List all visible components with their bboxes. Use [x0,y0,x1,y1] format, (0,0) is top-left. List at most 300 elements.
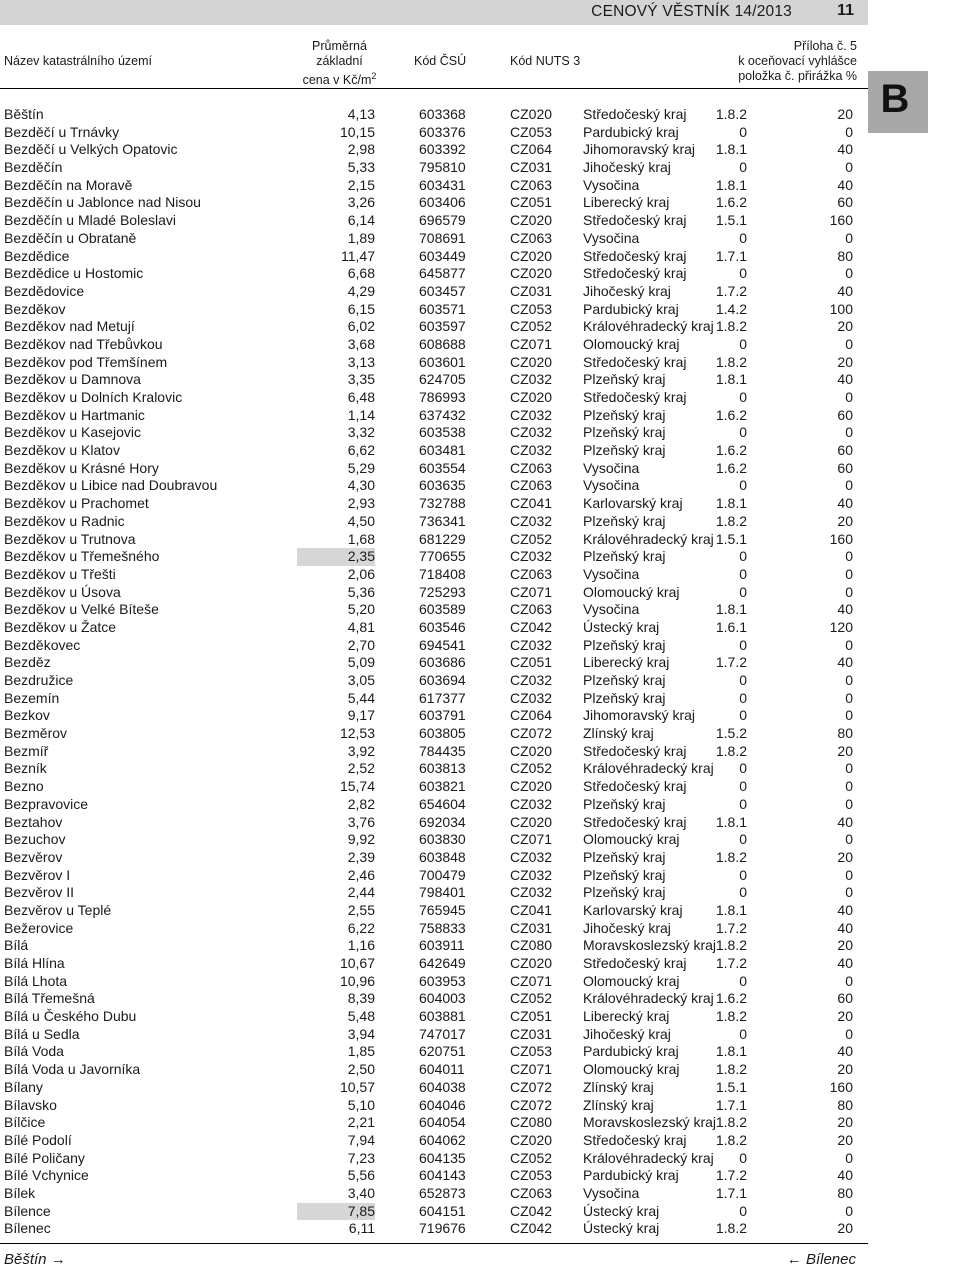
table-row [0,460,860,478]
cell-surcharge: 40 [837,654,853,671]
cell-csu-code: 700479 [419,866,466,883]
cell-csu-code: 604135 [419,1149,466,1166]
cell-region: Pardubický kraj [583,123,679,140]
table-row [0,283,860,301]
cell-item: 1.8.2 [715,1220,747,1237]
cell-name: Bezvěrov II [4,884,75,901]
cell-region: Plzeňský kraj [583,689,666,706]
cell-nuts-code: CZ071 [510,831,553,848]
cell-surcharge: 0 [845,265,853,282]
cell-region: Královéhradecký kraj [583,760,714,777]
arrow-right-icon: → [50,1251,66,1268]
cell-region: Plzeňský kraj [583,636,666,653]
cell-region: Jihočeský kraj [583,1025,671,1042]
cell-nuts-code: CZ032 [510,442,553,459]
table-row [0,177,860,195]
section-letter: B [880,77,910,121]
cell-region: Zlínský kraj [583,1096,654,1113]
cell-name: Bezuchov [4,831,66,848]
cell-price: 6,22 [347,919,375,936]
cell-item: 0 [739,583,747,600]
cell-name: Bezdědovice [4,282,85,299]
cell-price: 5,33 [347,159,375,176]
cell-csu-code: 795810 [419,159,466,176]
cell-name: Bezvěrov I [4,866,71,883]
cell-region: Pardubický kraj [583,300,679,317]
cell-name: Bílence [4,1202,51,1219]
table-row [0,849,860,867]
cell-region: Liberecký kraj [583,1008,670,1025]
cell-csu-code: 620751 [419,1043,466,1060]
cell-csu-code: 603571 [419,300,466,317]
cell-csu-code: 603597 [419,318,466,335]
cell-nuts-code: CZ020 [510,106,553,122]
cell-surcharge: 0 [845,1202,853,1219]
cell-nuts-code: CZ052 [510,530,553,547]
cell-item: 1.6.2 [715,459,747,476]
table-row [0,371,860,389]
cell-surcharge: 0 [845,229,853,246]
table-row [0,1079,860,1097]
cell-name: Bezděkov u Třešti [4,565,116,582]
cell-item: 0 [739,123,747,140]
cell-region: Plzeňský kraj [583,672,666,688]
cell-region: Středočeský kraj [583,813,687,830]
table-row [0,654,860,672]
cell-item: 1.6.2 [715,990,747,1007]
cell-name: Bílé Poličany [4,1149,85,1166]
cell-item: 0 [739,565,747,582]
cell-nuts-code: CZ020 [510,353,553,370]
cell-price: 10,67 [339,955,375,971]
cell-item: 0 [739,265,747,282]
cell-name: Bezděkov u Hartmanic [4,406,145,423]
cell-nuts-code: CZ032 [510,371,553,388]
cell-region: Plzeňský kraj [583,866,666,883]
cell-surcharge: 40 [837,176,853,193]
cell-nuts-code: CZ071 [510,972,553,989]
cell-region: Pardubický kraj [583,1167,679,1184]
cell-name: Beztahov [4,813,63,830]
cell-surcharge: 120 [829,618,853,635]
annex-line1: Příloha č. 5 [793,39,857,53]
cell-nuts-code: CZ032 [510,512,553,529]
cell-region: Karlovarský kraj [583,901,683,918]
cell-csu-code: 604143 [419,1167,466,1184]
cell-region: Olomoucký kraj [583,972,680,989]
cell-price: 3,13 [347,353,375,370]
cell-name: Bezděkov u Krásné Hory [4,459,159,476]
header-divider [0,88,868,89]
cell-surcharge: 0 [845,795,853,812]
cell-nuts-code: CZ052 [510,760,553,777]
cell-csu-code: 798401 [419,884,466,901]
cell-region: Středočeský kraj [583,212,687,229]
cell-region: Královéhradecký kraj [583,990,714,1007]
cell-surcharge: 80 [837,1184,853,1201]
table-row [0,230,860,248]
table-row [0,477,860,495]
cell-name: Bílčice [4,1114,46,1131]
cell-name: Bezpravovice [4,795,89,812]
cell-item: 1.5.1 [715,530,747,547]
column-header-name: Název katastrálního území [4,54,152,68]
cell-item: 0 [739,672,747,688]
table-row [0,1203,860,1221]
cell-price: 7,85 [297,1203,375,1221]
cell-name: Bílavsko [4,1096,57,1113]
cell-region: Středočeský kraj [583,265,687,282]
cell-region: Vysočina [583,601,640,618]
column-header-price-line2: základní [316,54,363,68]
cell-region: Pardubický kraj [583,1043,679,1060]
table-row [0,548,860,566]
column-header-price-line1: Průměrná [312,39,367,53]
cell-item: 0 [739,707,747,724]
cell-csu-code: 604054 [419,1114,466,1131]
cell-name: Bílá u Sedla [4,1025,80,1042]
cell-csu-code: 718408 [419,565,466,582]
table-row [0,389,860,407]
table-row [0,1061,860,1079]
cell-item: 1.8.2 [715,318,747,335]
cell-region: Středočeský kraj [583,742,687,759]
cell-csu-code: 604046 [419,1096,466,1113]
table-row [0,212,860,230]
cell-surcharge: 20 [837,512,853,529]
cell-surcharge: 100 [829,300,853,317]
cell-nuts-code: CZ053 [510,300,553,317]
cell-surcharge: 20 [837,1131,853,1148]
cell-nuts-code: CZ032 [510,795,553,812]
cell-item: 1.5.1 [715,1078,747,1095]
cell-price: 10,96 [339,972,375,989]
cell-csu-code: 624705 [419,371,466,388]
cell-item: 1.6.2 [715,194,747,211]
cell-price: 5,10 [347,1096,375,1113]
cell-region: Moravskoslezský kraj [583,1114,717,1131]
cell-surcharge: 0 [845,707,853,724]
cell-nuts-code: CZ020 [510,813,553,830]
cell-region: Středočeský kraj [583,1131,687,1148]
cell-nuts-code: CZ032 [510,406,553,423]
cell-surcharge: 60 [837,194,853,211]
cell-price: 4,29 [347,282,375,299]
cell-name: Bežerovice [4,919,74,936]
cell-csu-code: 603694 [419,672,466,688]
cell-name: Bezděčí u Velkých Opatovic [4,141,178,158]
cell-nuts-code: CZ063 [510,1184,553,1201]
cell-region: Plzeňský kraj [583,424,666,441]
cell-csu-code: 617377 [419,689,466,706]
cell-name: Bezděčí u Trnávky [4,123,120,140]
table-row [0,814,860,832]
cell-region: Ústecký kraj [583,1202,660,1219]
cell-name: Bezděčín u Obrataně [4,229,137,246]
cell-price: 6,02 [347,318,375,335]
cell-item: 1.7.1 [715,1184,747,1201]
table-row [0,265,860,283]
cell-item: 0 [739,689,747,706]
annex-line3: položka č. přirážka % [738,69,857,83]
cell-name: Bílé Vchynice [4,1167,89,1184]
cell-item: 0 [739,636,747,653]
cell-csu-code: 692034 [419,813,466,830]
cell-name: Bezvěrov u Teplé [4,901,112,918]
cell-region: Středočeský kraj [583,955,687,971]
cell-name: Bílá Hlína [4,955,65,971]
cell-surcharge: 80 [837,1096,853,1113]
cell-price: 15,74 [339,778,375,795]
cell-surcharge: 0 [845,335,853,352]
cell-csu-code: 603392 [419,141,466,158]
table-row [0,1185,860,1203]
cell-item: 1.6.1 [715,618,747,635]
table-row [0,1220,860,1238]
cell-price: 6,15 [347,300,375,317]
cell-csu-code: 603368 [419,106,466,122]
cell-price: 9,17 [347,707,375,724]
cell-surcharge: 40 [837,601,853,618]
cell-nuts-code: CZ020 [510,742,553,759]
annex-line2: k oceňovací vyhlášce [738,54,857,68]
cell-nuts-code: CZ053 [510,123,553,140]
table-row [0,1097,860,1115]
cell-item: 0 [739,831,747,848]
cell-csu-code: 603376 [419,123,466,140]
table-row [0,513,860,531]
cell-csu-code: 784435 [419,742,466,759]
cell-csu-code: 603686 [419,654,466,671]
cell-nuts-code: CZ063 [510,601,553,618]
column-header-price-unit: cena v Kč/m [302,73,372,88]
cell-price: 8,39 [347,990,375,1007]
column-header-csu: Kód ČSÚ [414,54,467,68]
cell-price: 3,92 [347,742,375,759]
cell-item: 0 [739,159,747,176]
cell-price: 6,62 [347,442,375,459]
cell-csu-code: 603589 [419,601,466,618]
cell-price: 3,26 [347,194,375,211]
table-row [0,531,860,549]
cell-name: Běštín [4,106,44,122]
cell-surcharge: 60 [837,442,853,459]
cell-region: Vysočina [583,459,640,476]
cell-item: 1.8.2 [715,1061,747,1078]
cell-csu-code: 719676 [419,1220,466,1237]
cell-csu-code: 770655 [419,548,466,565]
table-row [0,778,860,796]
cell-price: 5,29 [347,459,375,476]
cell-name: Bílenec [4,1220,51,1237]
price-table [0,106,860,1238]
cell-price: 2,15 [347,176,375,193]
table-row [0,318,860,336]
cell-nuts-code: CZ020 [510,778,553,795]
table-row [0,955,860,973]
cell-nuts-code: CZ064 [510,707,553,724]
cell-nuts-code: CZ072 [510,1096,553,1113]
cell-surcharge: 20 [837,1114,853,1131]
cell-price: 10,15 [339,123,375,140]
cell-csu-code: 603830 [419,831,466,848]
cell-surcharge: 40 [837,1043,853,1060]
cell-csu-code: 708691 [419,229,466,246]
cell-price: 2,35 [297,548,375,566]
table-row [0,743,860,761]
cell-surcharge: 0 [845,1025,853,1042]
cell-csu-code: 747017 [419,1025,466,1042]
cell-price: 3,35 [347,371,375,388]
cell-region: Královéhradecký kraj [583,318,714,335]
cell-csu-code: 604038 [419,1078,466,1095]
cell-nuts-code: CZ071 [510,1061,553,1078]
cell-region: Středočeský kraj [583,106,687,122]
cell-price: 5,09 [347,654,375,671]
cell-csu-code: 603821 [419,778,466,795]
table-row [0,194,860,212]
cell-name: Bezděkov u Kasejovic [4,424,141,441]
cell-item: 1.7.2 [715,654,747,671]
table-row [0,584,860,602]
cell-nuts-code: CZ020 [510,212,553,229]
table-row [0,1132,860,1150]
cell-nuts-code: CZ071 [510,583,553,600]
cell-surcharge: 0 [845,565,853,582]
table-row [0,1150,860,1168]
cell-price: 10,57 [339,1078,375,1095]
cell-item: 0 [739,1202,747,1219]
cell-price: 9,92 [347,831,375,848]
cell-surcharge: 0 [845,424,853,441]
cell-nuts-code: CZ042 [510,1202,553,1219]
cell-item: 1.8.1 [715,901,747,918]
cell-region: Olomoucký kraj [583,831,680,848]
cell-name: Bílá u Českého Dubu [4,1008,137,1025]
cell-surcharge: 0 [845,1149,853,1166]
cell-csu-code: 603805 [419,725,466,742]
cell-region: Zlínský kraj [583,725,654,742]
cell-nuts-code: CZ041 [510,901,553,918]
cell-item: 0 [739,229,747,246]
cell-region: Karlovarský kraj [583,495,683,512]
cell-item: 1.7.1 [715,1096,747,1113]
arrow-left-icon: ← [786,1251,802,1268]
cell-name: Bezděkov u Žatce [4,618,117,635]
cell-region: Královéhradecký kraj [583,1149,714,1166]
cell-region: Jihočeský kraj [583,159,671,176]
cell-nuts-code: CZ032 [510,884,553,901]
cell-surcharge: 0 [845,866,853,883]
cell-item: 0 [739,389,747,405]
cell-price: 6,48 [347,389,375,405]
cell-nuts-code: CZ063 [510,176,553,193]
cell-surcharge: 40 [837,955,853,971]
cell-price: 6,14 [347,212,375,229]
cell-price: 4,81 [347,618,375,635]
cell-csu-code: 604011 [419,1061,465,1078]
table-row [0,336,860,354]
cell-price: 1,85 [347,1043,375,1060]
cell-surcharge: 160 [829,1078,853,1095]
cell-region: Plzeňský kraj [583,548,666,565]
cell-nuts-code: CZ042 [510,1220,553,1237]
cell-csu-code: 637432 [419,406,466,423]
cell-item: 1.8.2 [715,512,747,529]
cell-name: Bezděz [4,654,51,671]
cell-surcharge: 20 [837,1008,853,1025]
cell-region: Olomoucký kraj [583,583,680,600]
cell-surcharge: 40 [837,282,853,299]
cell-name: Bezděkov u Trutnova [4,530,136,547]
cell-region: Středočeský kraj [583,353,687,370]
cell-region: Jihomoravský kraj [583,141,696,158]
cell-item: 1.7.2 [715,919,747,936]
cell-surcharge: 0 [845,583,853,600]
cell-csu-code: 758833 [419,919,466,936]
table-row [0,248,860,266]
cell-csu-code: 603953 [419,972,466,989]
cell-region: Vysočina [583,176,640,193]
cell-price: 2,46 [347,866,375,883]
cell-item: 0 [739,424,747,441]
cell-price: 6,68 [347,265,375,282]
cell-surcharge: 0 [845,672,853,688]
cell-csu-code: 603449 [419,247,466,264]
cell-csu-code: 603481 [419,442,466,459]
cell-item: 0 [739,477,747,494]
cell-nuts-code: CZ051 [510,194,553,211]
cell-surcharge: 40 [837,495,853,512]
cell-csu-code: 603431 [419,176,466,193]
cell-region: Olomoucký kraj [583,1061,680,1078]
cell-region: Zlínský kraj [583,1078,654,1095]
cell-nuts-code: CZ072 [510,725,553,742]
cell-item: 0 [739,335,747,352]
cell-region: Vysočina [583,1184,640,1201]
cell-region: Vysočina [583,477,640,494]
table-row [0,672,860,690]
footer-range-end [787,1251,856,1268]
cell-csu-code: 681229 [419,530,466,547]
table-row [0,159,860,177]
cell-nuts-code: CZ072 [510,1078,553,1095]
table-row [0,973,860,991]
cell-surcharge: 20 [837,742,853,759]
cell-name: Bezdružice [4,672,74,688]
cell-item: 0 [739,866,747,883]
cell-name: Bezmíř [4,742,49,759]
cell-surcharge: 0 [845,389,853,405]
cell-name: Bezměrov [4,725,68,742]
column-header-price-line3 [292,69,387,88]
cell-nuts-code: CZ032 [510,636,553,653]
cell-price: 3,32 [347,424,375,441]
cell-item: 1.8.1 [715,141,747,158]
cell-csu-code: 604151 [419,1202,466,1219]
table-row [0,690,860,708]
cell-item: 0 [739,884,747,901]
cell-region: Olomoucký kraj [583,335,680,352]
cell-csu-code: 725293 [419,583,466,600]
cell-nuts-code: CZ020 [510,247,553,264]
table-row [0,141,860,159]
cell-nuts-code: CZ071 [510,335,553,352]
cell-price: 6,11 [348,1220,375,1237]
cell-nuts-code: CZ051 [510,654,553,671]
cell-nuts-code: CZ063 [510,565,553,582]
table-row [0,424,860,442]
